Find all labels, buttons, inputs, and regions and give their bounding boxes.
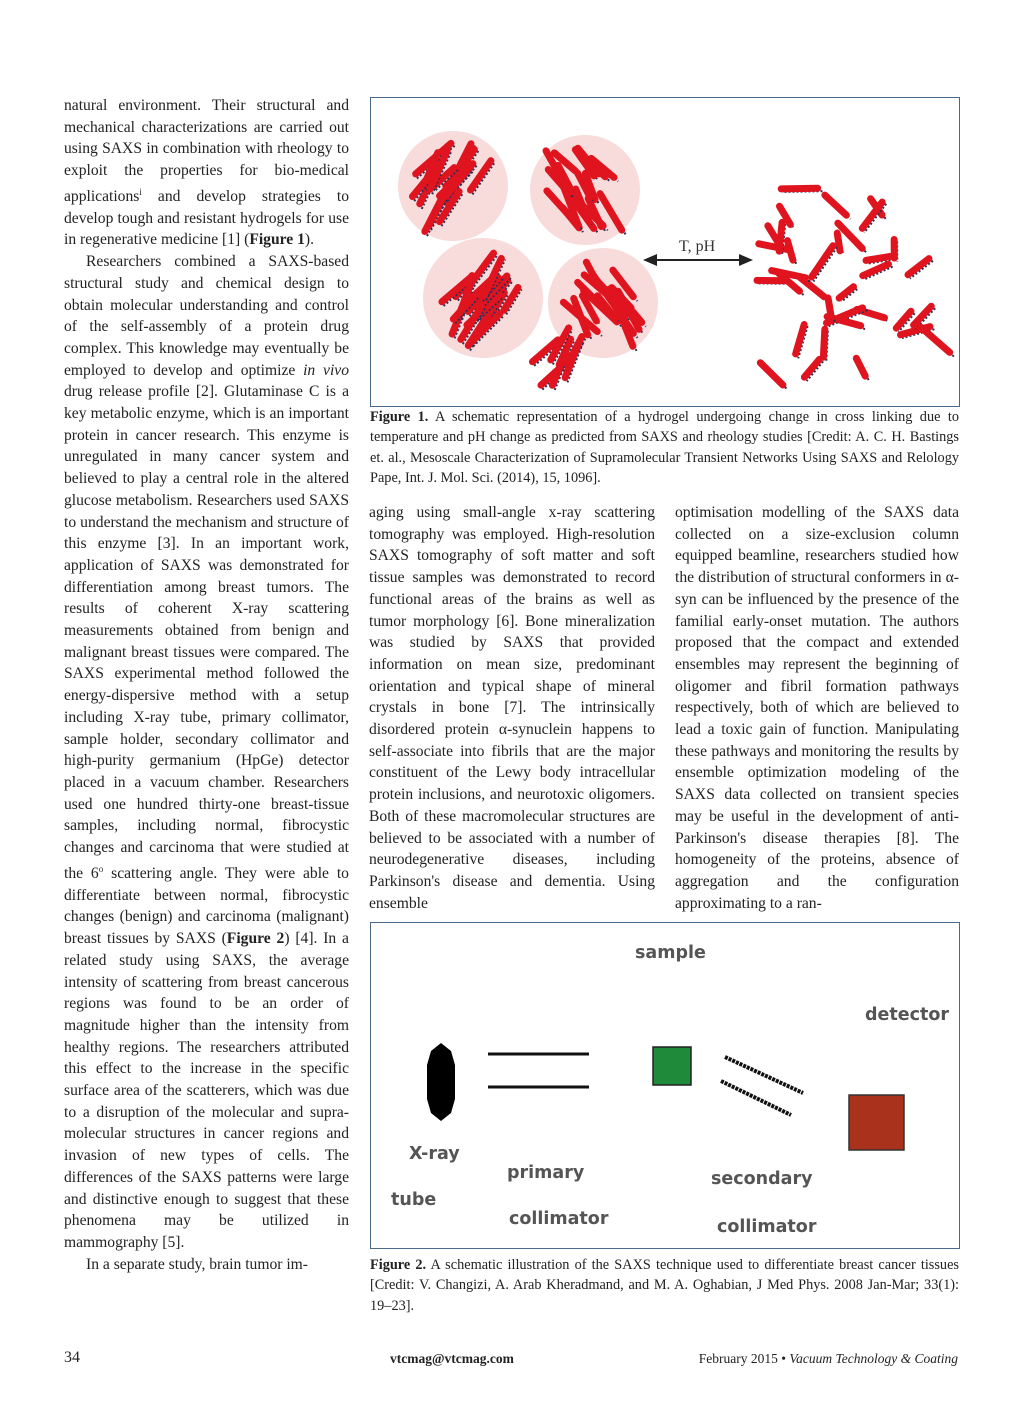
label-detector: detector <box>865 1005 950 1025</box>
polymer-rod <box>921 327 950 352</box>
polymer-rod <box>779 222 782 251</box>
saxs-setup-diagram <box>371 923 959 1248</box>
polymer-rod <box>760 363 783 385</box>
label-primary-collimator: collimator <box>509 1209 609 1229</box>
figure-2-caption: Figure 2. A schematic illustration of the SAXS technique used to differentiate breast cancer tissues [Credit: V. Changizi, A. Arab Kheradmand, and M. A. Oghabian, J Med Phys. 2008 Jan-Mar; 33(1): 19–23]. <box>370 1257 959 1314</box>
polymer-rod <box>812 246 833 277</box>
polymer-rod <box>856 358 865 376</box>
polymer-rod <box>781 188 818 189</box>
polymer-rod <box>796 325 805 354</box>
polymer-rod <box>866 256 890 260</box>
label-sample: sample <box>635 943 706 963</box>
paragraph: Researchers combined a SAXS-based structural study and chemical design to obtain molecular understanding and control of the self-assembly of a protein drug complex. This knowledge may eventually be employed to develop and optimize in vivo drug release profile [2]. Glutaminase C is a key metabolic enzyme, which is an important protein in cancer research. This enzyme is unregulated in many cancer system and believed to play a central role in the altered glucose metabolism. Researchers used SAXS to understand the mechanism and structure of this enzyme [3]. In an important work, application of SAXS was demonstrated for differentiation among breast tumors. The results of coherent X-ray scattering measurements obtained from benign and malignant breast tissues were compared. The SAXS experimental method followed the energy-dispersive method with a setup including X-ray tube, primary collimator, sample holder, secondary collimator and high-purity germanium (HpGe) detector placed in a vacuum chamber. Researchers used one hundred thirty-one breast-tissue samples, including normal, fibrocystic changes and carcinoma that were studied at the 6$^o$ scattering angle. They were able to differentiate between normal, fibrocystic changes (benign) and carcinoma (malignant) breast tissues by SAXS (Figure 2) [4]. In a related study using SAXS, the average intensity of scattering from breast cancerous regions was found to be an order of magnitude higher than the intensity from healthy regions. The researchers attributed this effect to the increase in the specific surface area of the scatterers, which was due to a disruption of the molecular and supra-molecular structures in cancer regions and invasion of new types of cells. The differences of the SAXS patterns were large and distinctive enough to suggest that these phenomena may be utilized in mammography [5]. <box>64 253 349 1251</box>
figure-ref: Figure 2 <box>226 930 285 948</box>
polymer-rod <box>787 241 792 260</box>
polymer-rod <box>839 287 853 298</box>
figure-1 <box>370 97 960 407</box>
paragraph: In a separate study, brain tumor im- <box>86 1255 308 1273</box>
label-xray: X-ray <box>409 1144 460 1164</box>
polymer-rod <box>823 329 824 357</box>
polymer-rod <box>837 233 840 251</box>
dispersed-molecules <box>757 188 954 389</box>
crosslinked-clusters <box>398 131 658 390</box>
secondary-collimator-line <box>721 1081 791 1115</box>
sample-icon <box>653 1047 691 1085</box>
label-secondary-collimator: collimator <box>717 1217 817 1237</box>
footer-email: vtcmag@vtcmag.com <box>390 1351 514 1366</box>
detector-icon <box>849 1095 904 1150</box>
figure-1-caption: Figure 1. A schematic representation of a hydrogel undergoing change in cross linking due to temperature and pH change as predicted from SAXS and rheology studies [Credit: A. C. H. Bastings et. al., Mesoscale Characterization of Supramolecular Transient Networks Using SAXS and Relology Pape, Int. J. Mol. Sci. (2014), 15, 1096]. <box>370 409 959 486</box>
label-secondary: secondary <box>711 1169 813 1189</box>
arrow-label: T, pH <box>679 238 716 255</box>
figure-2 <box>370 922 960 1249</box>
figure-ref: Figure 1 <box>249 231 305 249</box>
footnote-marker: i <box>139 186 142 197</box>
paragraph: natural environment. Their structural and mechanical characterizations are carried out using SAXS in combination with rheology to exploit the properties for bio-medical applications$^i$ and develop strategies to develop tough and resistant hydrogels for use in regenerative medicine [1] (Figure 1). <box>64 97 349 249</box>
double-arrow <box>643 254 753 266</box>
left-column <box>64 95 349 1275</box>
footer-issue: February 2015 • Vacuum Technology & Coating <box>698 1351 958 1366</box>
paragraph: optimisation modelling of the SAXS data collected on a size-exclusion column equipped beamline, researchers studied how the distribution of structural conformers in α-syn can be influenced by the presence of the familial early-onset mutation. The authors proposed that the compact and extended ensembles may represent the beginning of oligomer and fibril formation pathways respectively, both of which are believed to lead a toxic gain of function. Manipulating these pathways and monitoring the results by ensemble optimization modeling of the SAXS data collected on transient species may be useful in the development of anti-Parkinson's disease therapies [8]. The homogeneity of the proteins, absence of aggregation and the configuration approximating to a ran- <box>675 504 959 912</box>
xray-tube-icon <box>427 1043 455 1121</box>
page-number: 34 <box>64 1349 80 1366</box>
polymer-rod <box>828 298 831 318</box>
label-primary: primary <box>507 1163 585 1183</box>
label-tube: tube <box>391 1190 437 1210</box>
hydrogel-illustration <box>371 98 959 406</box>
paragraph: aging using small-angle x-ray scattering tomography was employed. High-resolution SAXS tomography of soft matter and soft tissue samples was demonstrated to record functional areas of the brains as well as tumor morphology [6]. Bone mineralization was studied by SAXS that provided information on mean size, predominant orientation and typical shape of mineral crystals in bone [7]. The intrinsically disordered protein α-synuclein happens to self-associate into fibrils that are the major constituent of the Lewy body intracellular protein inclusions, and neurotoxic oligomers. Both of these macromolecular structures are believed to be associated with a number of neurodegenerative diseases, including Parkinson's disease and dementia. Using ensemble <box>369 504 655 912</box>
polymer-rod <box>772 271 806 278</box>
polymer-rod <box>825 195 847 215</box>
middle-column <box>369 502 655 914</box>
right-column <box>675 502 959 914</box>
